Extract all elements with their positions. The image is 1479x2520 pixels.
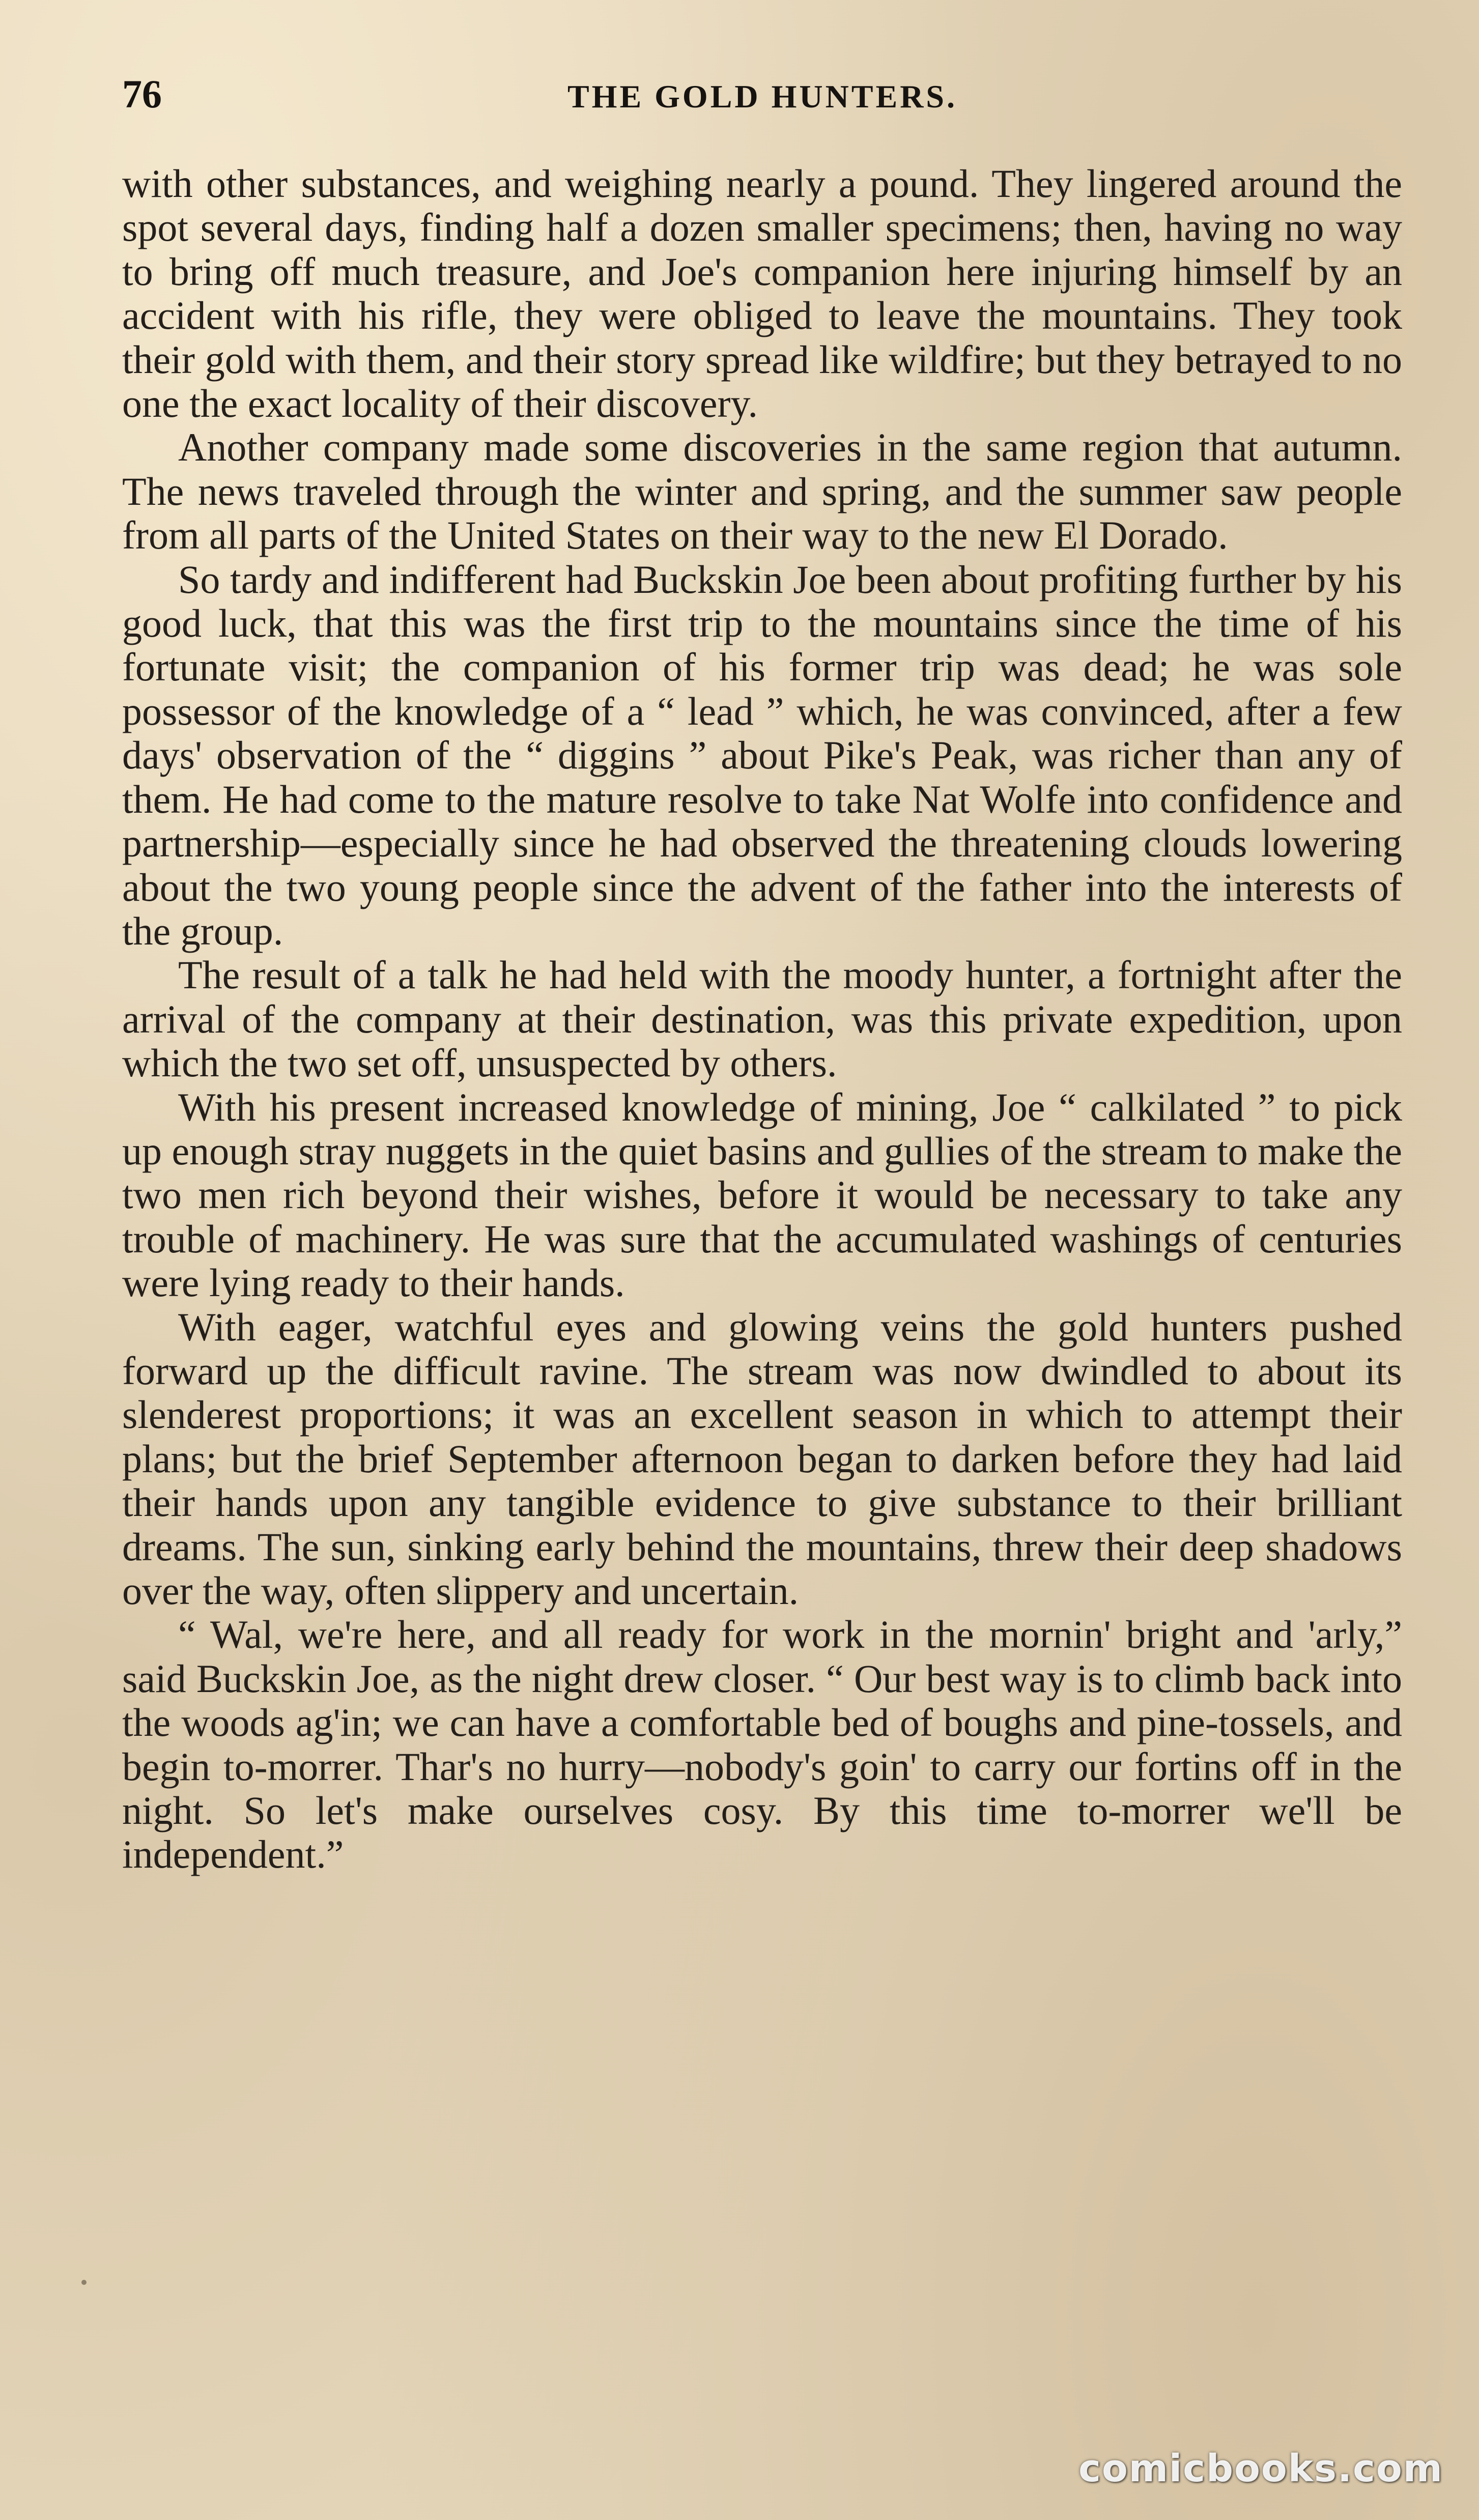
paragraph: “ Wal, we're here, and all ready for work in the mornin' bright and 'arly,” said Buckskin Joe, as the night drew closer. “ Our best way is to climb back into the woods ag'in; we can have a comfortable bed of boughs and pine-tossels, and begin to-morrer. Thar's no hurry—nobody's goin' to carry our fortins off in the night. So let's make ourselves cosy. By this time to-morrer we'll be independent.”	[122, 1612, 1402, 1877]
paper-speck	[81, 2280, 87, 2285]
page-header	[122, 66, 1403, 122]
running-title: THE GOLD HUNTERS.	[567, 78, 958, 114]
body-text	[122, 162, 1402, 1877]
watermark: comicbooks.com	[1078, 2447, 1443, 2490]
paragraph: So tardy and indifferent had Buckskin Joe been about profiting further by his good luck, that this was the first trip to the mountains since the time of his fortunate visit; the companion of his former trip was dead; he was sole possessor of the knowledge of a “ lead ” which, he was convinced, after a few days' observation of the “ diggins ” about Pike's Peak, was richer than any of them. He had come to the mature resolve to take Nat Wolfe into confidence and partnership—especially since he had observed the threatening clouds lowering about the two young people since the advent of the father into the interests of the group.	[122, 557, 1402, 953]
paragraph: with other substances, and weighing nearly a pound. They lingered around the spot several days, finding half a dozen smaller specimens; then, having no way to bring off much treasure, and Joe's companion here injuring himself by an accident with his rifle, they were obliged to leave the mountains. They took their gold with them, and their story spread like wildfire; but they betrayed to no one the exact locality of their discovery.	[122, 161, 1402, 426]
paragraph: Another company made some discoveries in the same region that autumn. The news traveled through the winter and spring, and the summer saw people from all parts of the United States on their way to the new El Dorado.	[122, 425, 1402, 558]
page-number: 76	[122, 72, 162, 116]
paragraph: With eager, watchful eyes and glowing veins the gold hunters pushed forward up the difficult ravine. The stream was now dwindled to about its slenderest proportions; it was an excellent season in which to attempt their plans; but the brief September afternoon began to darken before they had laid their hands upon any tangible evidence to give substance to their brilliant dreams. The sun, sinking early behind the mountains, threw their deep shadows over the way, often slippery and uncertain.	[122, 1304, 1402, 1613]
paragraph: The result of a talk he had held with the moody hunter, a fortnight after the arrival of the company at their destination, was this private expedition, upon which the two set off, unsuspected by others.	[122, 953, 1402, 1085]
paragraph: With his present increased knowledge of mining, Joe “ calkilated ” to pick up enough stray nuggets in the quiet basins and gullies of the stream to make the two men rich beyond their wishes, before it would be necessary to take any trouble of machinery. He was sure that the accumulated washings of centuries were lying ready to their hands.	[122, 1084, 1402, 1305]
